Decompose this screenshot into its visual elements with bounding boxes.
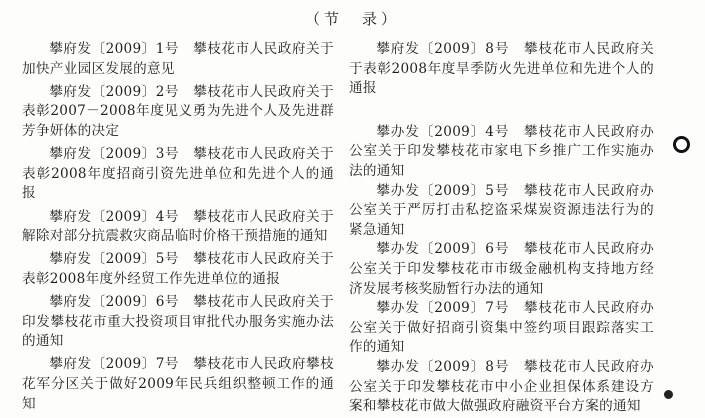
left-column — [22, 40, 334, 418]
document-entry: 攀府发〔2009〕1号 攀枝花市人民政府关于加快产业园区发展的意见 — [22, 41, 334, 77]
document-entry: 攀府发〔2009〕3号 攀枝花市人民政府关于表彰2008年度招商引资先进单位和先进个人的通报 — [22, 146, 334, 202]
section-heading: （节 录） — [304, 10, 400, 28]
document-entry: 攀府发〔2009〕5号 攀枝花市人民政府关于表彰2008年度外经贸工作先进单位的通报 — [22, 251, 334, 287]
document-entry: 攀办发〔2009〕8号 攀枝花市人民政府办公室关于印发攀枝花市中小企业担保体系建设方案和攀枝花市做大做强政府融资平台方案的通知 — [349, 358, 654, 415]
document-entry: 攀办发〔2009〕6号 攀枝花市人民政府办公室关于印发攀枝花市市级金融机构支持地方经济发展考核奖励暂行办法的通知 — [349, 241, 654, 297]
document-entry: 攀府发〔2009〕6号 攀枝花市人民政府关于印发攀枝花市重大投资项目审批代办服务实施办法的通知 — [22, 294, 334, 350]
document-entry: 攀府发〔2009〕4号 攀枝花市人民政府关于解除对部分抗震救灾商品临时价格干预措施的通知 — [22, 208, 334, 245]
binding-hole-mark — [673, 136, 690, 153]
document-entry: 攀办发〔2009〕7号 攀枝花市人民政府办公室关于做好招商引资集中签约项目跟踪落实工作的通知 — [349, 300, 654, 356]
document-entry: 攀府发〔2009〕7号 攀枝花市人民政府攀枝花军分区关于做好2009年民兵组织整顿工作的通知 — [22, 356, 334, 412]
right-column — [349, 40, 654, 417]
document-entry: 攀办发〔2009〕5号 攀枝花市人民政府办公室关于严厉打击私挖盗采煤炭资源违法行为的紧急通知 — [349, 182, 654, 238]
document-entry: 攀办发〔2009〕4号 攀枝花市人民政府办公室关于印发攀枝花市家电下乡推广工作实施办法的通知 — [349, 123, 654, 179]
document-entry: 攀府发〔2009〕8号 攀枝花市人民政府关于表彰2008年度旱季防火先进单位和先进个人的通报 — [349, 41, 654, 97]
document-entry: 攀府发〔2009〕2号 攀枝花市人民政府关于表彰2007－2008年度见义勇为先进个人及先进群芳争妍体的决定 — [22, 83, 334, 139]
page-dot-mark — [664, 390, 673, 399]
